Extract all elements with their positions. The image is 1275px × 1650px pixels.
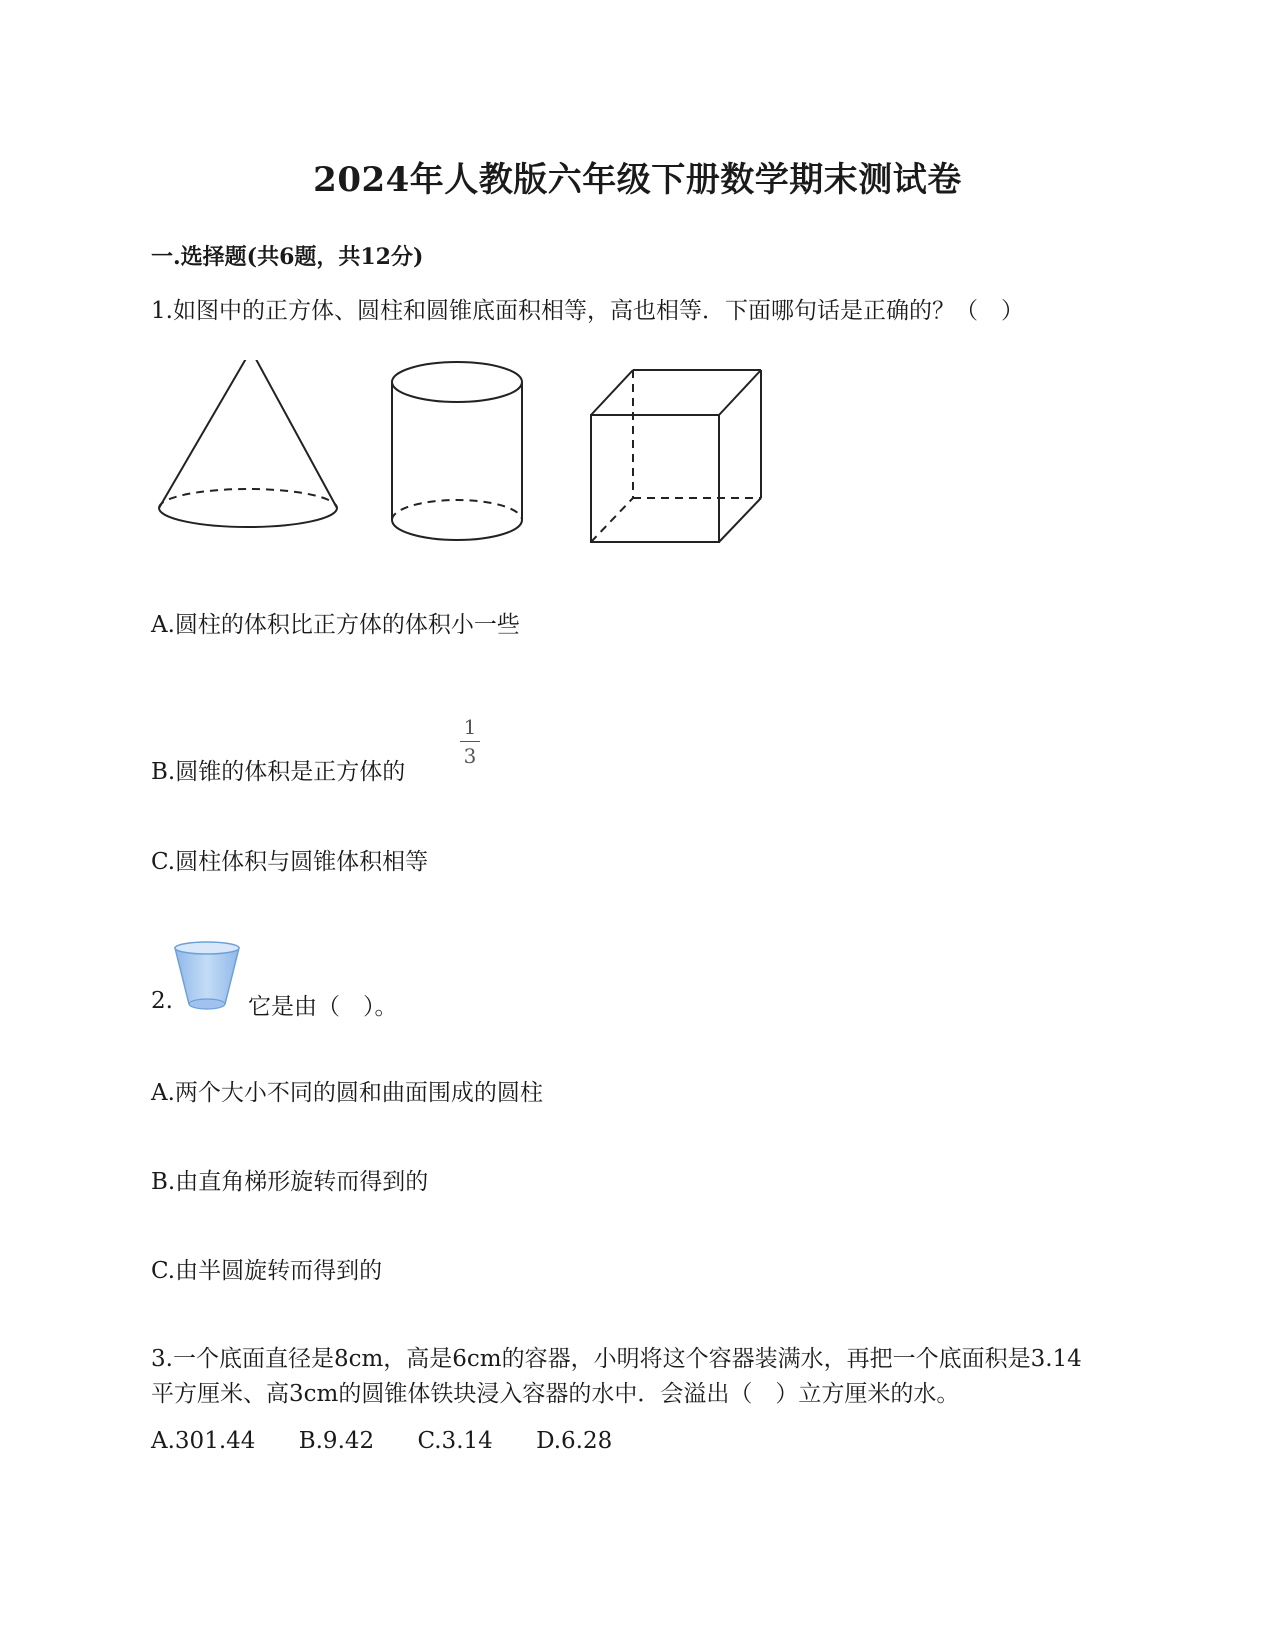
question-1-stem: 1.如图中的正方体、圆柱和圆锥底面积相等，高也相等．下面哪句话是正确的？（ ） bbox=[151, 298, 1024, 324]
page-title: 2024年人教版六年级下册数学期末测试卷 bbox=[313, 160, 962, 200]
cylinder-shape bbox=[392, 362, 522, 540]
question-1-option-c: C.圆柱体积与圆锥体积相等 bbox=[151, 849, 429, 875]
cup-icon bbox=[171, 940, 243, 1012]
fraction-bar bbox=[460, 741, 480, 742]
question-2-stem: 它是由（ ）。 bbox=[248, 994, 398, 1020]
fraction-numerator: 1 bbox=[463, 715, 477, 739]
question-3-stem-line-2: 平方厘米、高3cm的圆锥体铁块浸入容器的水中．会溢出（ ）立方厘米的水。 bbox=[151, 1381, 960, 1407]
solids-illustration bbox=[151, 360, 801, 560]
question-1-figure bbox=[151, 360, 801, 560]
cube-shape bbox=[591, 370, 761, 542]
cone-shape bbox=[159, 360, 337, 527]
question-3-options bbox=[151, 1428, 648, 1454]
question-3-option-d: D.6.28 bbox=[536, 1428, 613, 1454]
question-1-option-a: A.圆柱的体积比正方体的体积小一些 bbox=[151, 612, 520, 638]
question-2-option-a: A.两个大小不同的圆和曲面围成的圆柱 bbox=[151, 1080, 543, 1106]
question-3-option-b: B.9.42 bbox=[298, 1428, 375, 1454]
question-1-option-b: B.圆锥的体积是正方体的 bbox=[151, 759, 406, 785]
question-2-option-b: B.由直角梯形旋转而得到的 bbox=[151, 1169, 429, 1195]
fraction-denominator: 3 bbox=[463, 744, 477, 768]
question-2-option-c: C.由半圆旋转而得到的 bbox=[151, 1258, 383, 1284]
fraction-one-third bbox=[458, 714, 482, 769]
section-heading: 一.选择题(共6题，共12分) bbox=[151, 244, 424, 270]
question-3-option-a: A.301.44 bbox=[151, 1428, 256, 1454]
question-3-stem-line-1: 3.一个底面直径是8cm，高是6cm的容器，小明将这个容器装满水，再把一个底面积是3.14 bbox=[151, 1346, 1082, 1372]
question-3-option-c: C.3.14 bbox=[417, 1428, 493, 1454]
question-2-number: 2. bbox=[151, 988, 173, 1014]
